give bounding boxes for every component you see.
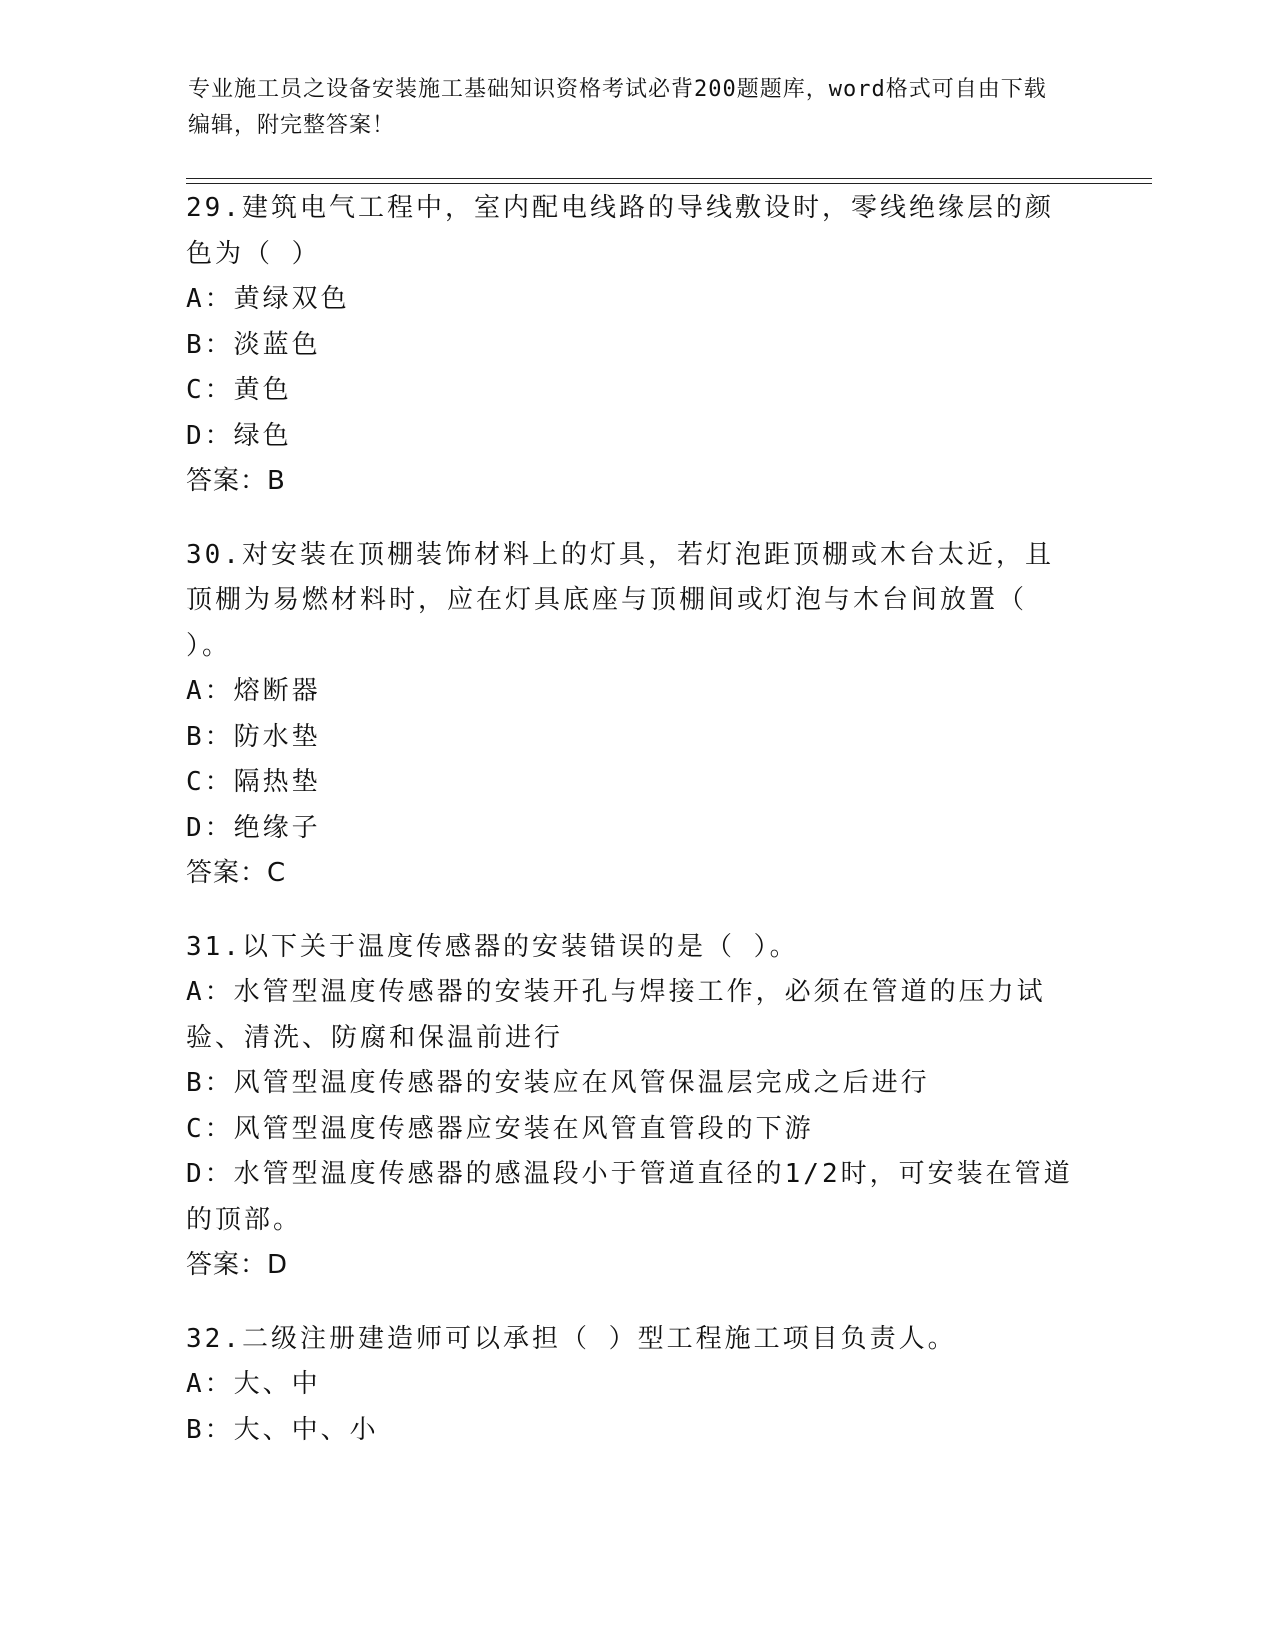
option-a: A：水管型温度传感器的安装开孔与焊接工作，必须在管道的压力试验、清洗、防腐和保温前进行 [186, 977, 1046, 1053]
question-29 [186, 186, 1076, 505]
header-rule-bottom [186, 183, 1152, 184]
question-30 [186, 533, 1076, 897]
question-32 [186, 1317, 1076, 1454]
question-list [186, 186, 1076, 1481]
question-stem: 32.二级注册建造师可以承担（ ）型工程施工项目负责人。 [186, 1323, 957, 1354]
option-d: D：水管型温度传感器的感温段小于管道直径的1/2时，可安装在管道的顶部。 [186, 1159, 1073, 1235]
question-stem: 29.建筑电气工程中，室内配电线路的导线敷设时，零线绝缘层的颜色为（ ） [186, 193, 1054, 269]
question-stem: 30.对安装在顶棚装饰材料上的灯具，若灯泡距顶棚或木台太近，且顶棚为易燃材料时，应在灯具底座与顶棚间或灯泡与木台间放置（ ）。 [186, 539, 1054, 661]
option-b: B：防水垫 [186, 721, 321, 752]
option-a: A：大、中 [186, 1369, 321, 1399]
answer: 答案：C [186, 858, 287, 888]
question-31 [186, 925, 1076, 1289]
option-c: C：风管型温度传感器应安装在风管直管段的下游 [186, 1113, 814, 1144]
option-d: D：绝缘子 [186, 812, 321, 843]
answer: 答案：D [186, 1250, 289, 1280]
option-a: A：黄绿双色 [186, 284, 350, 314]
option-d: D：绿色 [186, 420, 292, 451]
header-rule-top [186, 178, 1152, 179]
option-b: B：大、中、小 [186, 1414, 379, 1445]
option-c: C：黄色 [186, 375, 292, 405]
option-b: B：淡蓝色 [186, 329, 321, 360]
option-a: A：熔断器 [186, 676, 321, 706]
option-b: B：风管型温度传感器的安装应在风管保温层完成之后进行 [186, 1068, 930, 1098]
option-c: C：隔热垫 [186, 767, 321, 797]
answer: 答案：B [186, 466, 286, 496]
question-stem: 31.以下关于温度传感器的安装错误的是（ ）。 [186, 931, 799, 962]
document-header: 专业施工员之设备安装施工基础知识资格考试必背200题题库，word格式可自由下载编辑，附完整答案！ [188, 77, 1047, 138]
